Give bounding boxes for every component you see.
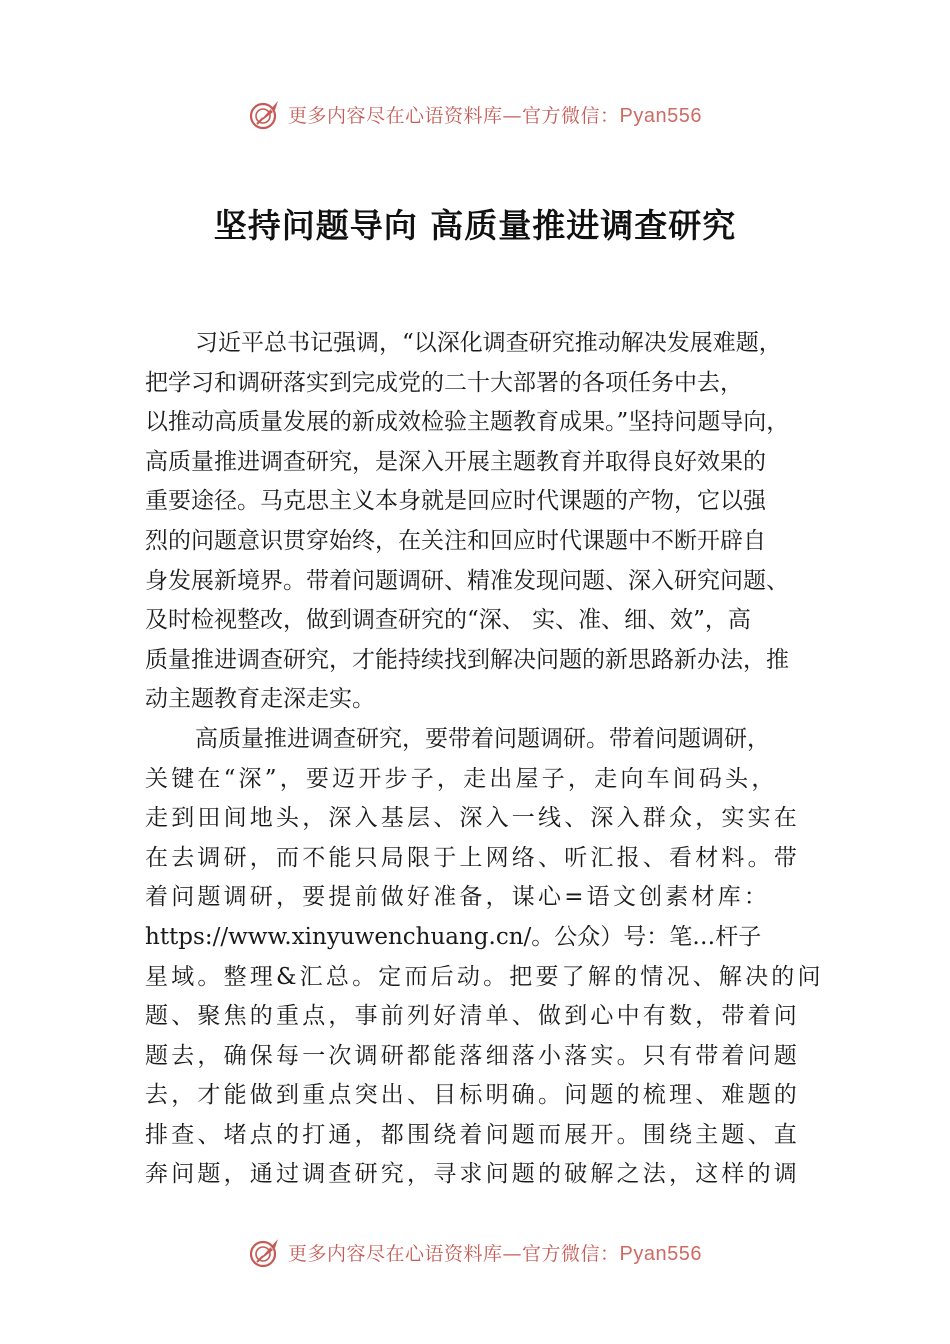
text-line: 高质量推进调查研究，是深入开展主题教育并取得良好效果的 xyxy=(145,448,766,475)
text-line: 星域。整理&汇总。定而后动。把要了解的情况、解决的问 xyxy=(145,963,824,990)
paragraph-2 xyxy=(145,720,835,1195)
text-line: https://www.xinyuwenchuang.cn/。公众）号：笔…杆子 xyxy=(145,923,762,950)
text-line: 把学习和调研落实到完成党的二十大部署的各项任务中去， xyxy=(145,369,743,396)
text-line: 关键在“深”，要迈开步子，走出屋子，走向车间码头， xyxy=(145,765,778,792)
text-line: 习近平总书记强调，“以深化调查研究推动解决发展难题， xyxy=(195,330,782,356)
text-line: 在去调研，而不能只局限于上网络、听汇报、看材料。带 xyxy=(145,844,800,871)
text-line: 以推动高质量发展的新成效检验主题教育成果。”坚持问题导向， xyxy=(145,409,790,436)
paragraph-1 xyxy=(145,324,835,720)
footer-watermark xyxy=(0,1230,950,1274)
text-line: 质量推进调查研究，才能持续找到解决问题的新思路新办法，推 xyxy=(145,646,789,673)
watermark-text-cn: 更多内容尽在心语资料库—官方微信： xyxy=(288,104,620,127)
feather-pen-logo-icon xyxy=(248,1235,282,1269)
text-line: 去，才能做到重点突出、目标明确。问题的梳理、难题的 xyxy=(145,1082,800,1109)
text-line: 奔问题，通过调查研究，寻求问题的破解之法，这样的调 xyxy=(145,1161,800,1188)
watermark-text xyxy=(288,101,702,128)
document-body xyxy=(145,324,835,1195)
text-line: 题去，确保每一次调研都能落细落小落实。只有带着问题 xyxy=(145,1042,800,1069)
document-title: 坚持问题导向 高质量推进调查研究 xyxy=(213,206,737,245)
feather-pen-logo-icon xyxy=(248,97,282,131)
text-line: 身发展新境界。带着问题调研、精准发现问题、深入研究问题、 xyxy=(145,567,789,594)
text-line: 重要途径。马克思主义本身就是回应时代课题的产物，它以强 xyxy=(145,488,766,515)
header-watermark xyxy=(0,92,950,136)
text-line: 着问题调研，要提前做好准备，谋心=语文创素材库： xyxy=(145,884,771,911)
text-line: 走到田间地头，深入基层、深入一线、深入群众，实实在 xyxy=(145,805,800,832)
watermark-wechat-id: Pyan556 xyxy=(619,1242,702,1265)
text-line: 及时检视整改，做到调查研究的“深、 实、准、细、效”，高 xyxy=(145,607,751,634)
watermark-wechat-id: Pyan556 xyxy=(619,104,702,127)
text-line: 排查、堵点的打通，都围绕着问题而展开。围绕主题、直 xyxy=(145,1121,800,1148)
watermark-text xyxy=(288,1239,702,1266)
text-line: 高质量推进调查研究，要带着问题调研。带着问题调研， xyxy=(195,725,770,752)
watermark-text-cn: 更多内容尽在心语资料库—官方微信： xyxy=(288,1242,620,1265)
text-line: 动主题教育走深走实。 xyxy=(145,686,375,713)
text-line: 烈的问题意识贯穿始终，在关注和回应时代课题中不断开辟自 xyxy=(145,527,766,554)
text-line: 题、聚焦的重点，事前列好清单、做到心中有数，带着问 xyxy=(145,1003,800,1030)
